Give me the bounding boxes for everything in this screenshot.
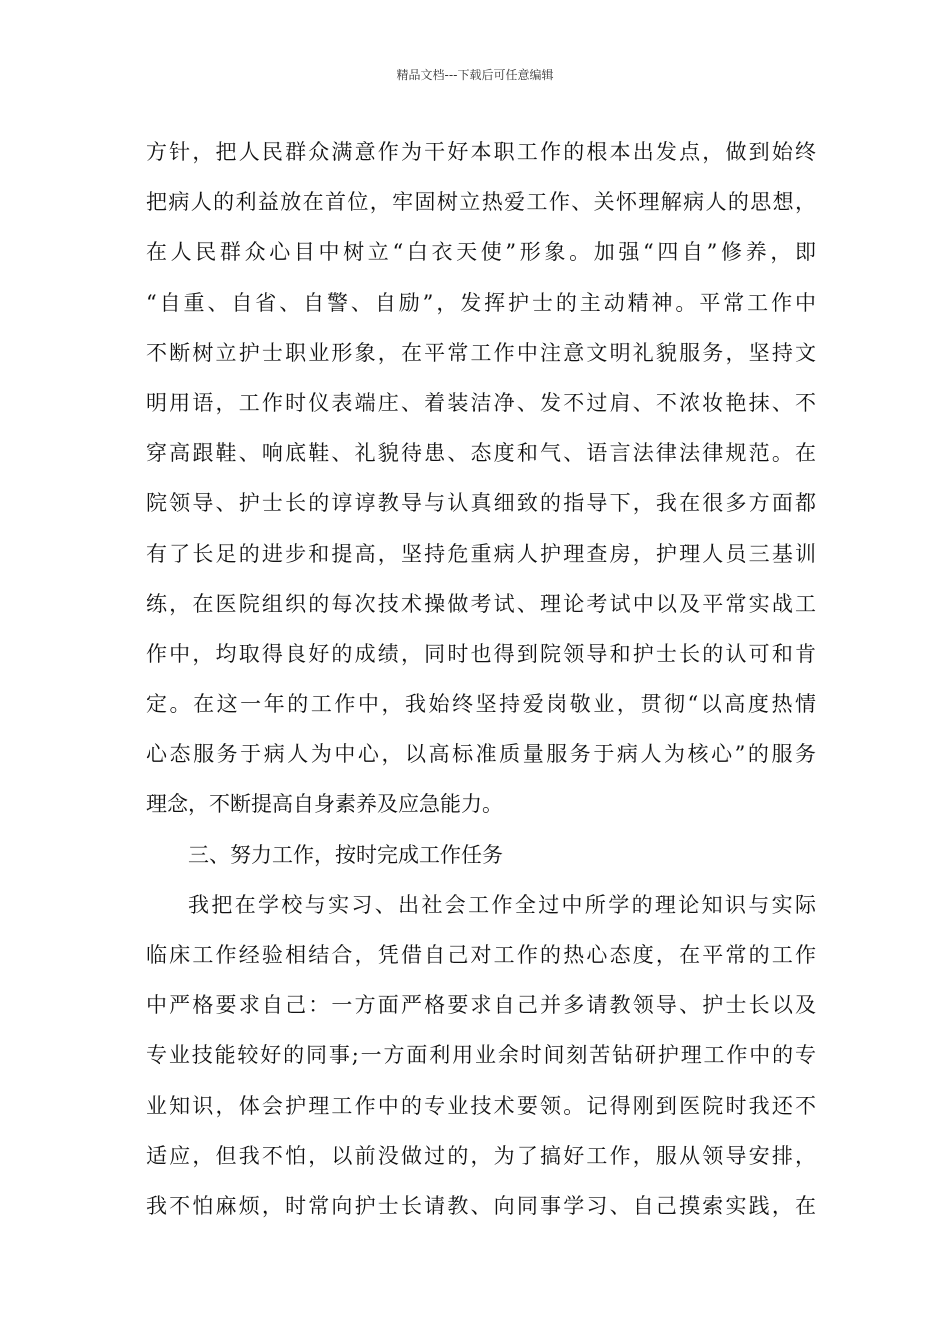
page-header: 精品文档---下载后可任意编辑 xyxy=(396,68,554,82)
body-line: “自重、自省、自警、自励”，发挥护士的主动精神。平常工作中 xyxy=(146,290,816,315)
body-line: 在人民群众心目中树立“白衣天使”形象。加强“四自”修养，即 xyxy=(146,240,816,265)
body-line: 中严格要求自己：一方面严格要求自己并多请教领导、护士长以及 xyxy=(146,993,816,1018)
body-line: 我不怕麻烦，时常向护士长请教、向同事学习、自己摸索实践，在 xyxy=(146,1193,816,1218)
body-line: 方针，把人民群众满意作为干好本职工作的根本出发点，做到始终 xyxy=(146,140,816,164)
body-line: 心态服务于病人为中心，以高标准质量服务于病人为核心”的服务 xyxy=(146,742,816,767)
body-line: 不断树立护士职业形象，在平常工作中注意文明礼貌服务，坚持文 xyxy=(146,340,816,365)
body-line: 有了长足的进步和提高，坚持危重病人护理查房，护理人员三基训 xyxy=(146,541,816,566)
section-heading: 三、努力工作，按时完成工作任务 xyxy=(188,842,503,867)
body-line: 院领导、护士长的谆谆教导与认真细致的指导下，我在很多方面都 xyxy=(146,491,816,516)
body-line: 练，在医院组织的每次技术操做考试、理论考试中以及平常实战工 xyxy=(146,591,816,616)
body-line: 专业技能较好的同事;一方面利用业余时间刻苦钻研护理工作中的专 xyxy=(146,1043,816,1068)
body-line: 适应，但我不怕，以前没做过的，为了搞好工作，服从领导安排， xyxy=(146,1143,816,1168)
body-line: 我把在学校与实习、出社会工作全过中所学的理论知识与实际 xyxy=(188,892,816,917)
body-line: 把病人的利益放在首位，牢固树立热爱工作、关怀理解病人的思想， xyxy=(146,190,816,215)
body-line: 临床工作经验相结合，凭借自己对工作的热心态度，在平常的工作 xyxy=(146,943,816,967)
body-line: 明用语，工作时仪表端庄、着装洁净、发不过肩、不浓妆艳抹、不 xyxy=(146,390,816,415)
body-line: 作中，均取得良好的成绩，同时也得到院领导和护士长的认可和肯 xyxy=(146,641,816,666)
body-line: 穿高跟鞋、响底鞋、礼貌待患、态度和气、语言法律法律规范。在 xyxy=(146,441,816,466)
body-line: 理念，不断提高自身素养及应急能力。 xyxy=(146,792,503,817)
body-line: 定。在这一年的工作中，我始终坚持爱岗敬业，贯彻“以高度热情 xyxy=(146,692,816,717)
document-body xyxy=(146,127,816,1231)
body-line: 业知识，体会护理工作中的专业技术要领。记得刚到医院时我还不 xyxy=(146,1093,816,1118)
